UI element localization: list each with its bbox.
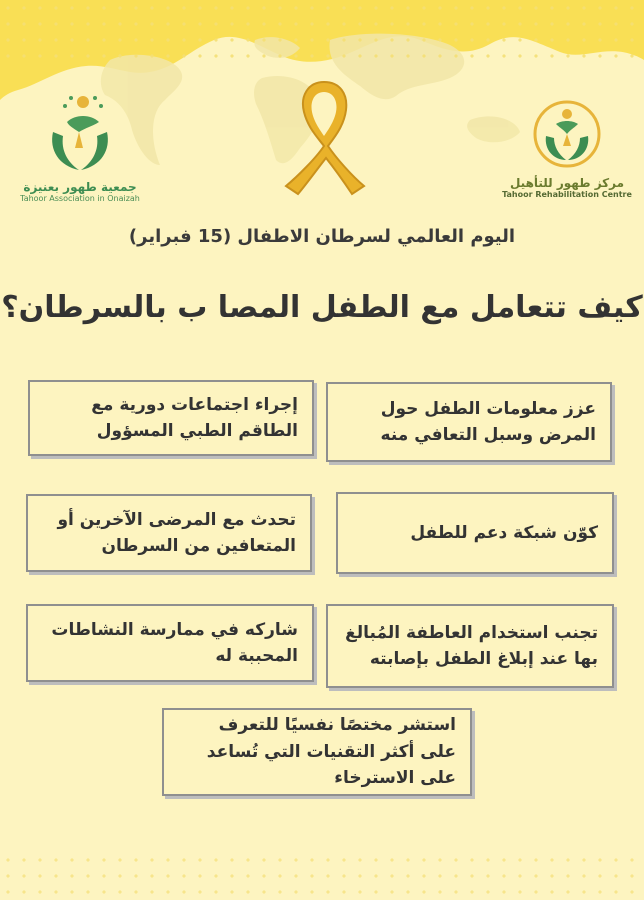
tip-text: استشر مختصًا نفسيًا للتعرف على أكثر التقنيات التي تُساعد على الاسترخاء [206,715,456,789]
tip-card [326,382,612,462]
tip-text: كوّن شبكة دعم للطفل [410,522,598,543]
dot-pattern-top [0,0,644,60]
right-logo-name-ar: مركز طهور للتأهيل [509,176,625,190]
tip-card [28,380,314,456]
tahoor-centre-logo-icon [532,98,602,170]
tip-text: تحدث مع المرضى الآخرين أو المتعافين من السرطان [57,509,296,556]
tip-text: شاركه في ممارسة النشاطات المحببة له [51,619,298,666]
gold-ribbon-icon [278,72,370,196]
tip-card [26,494,312,572]
page-title: كيف تتعامل مع الطفل المصا ب بالسرطان؟ [1,290,643,325]
tip-card [162,708,472,796]
tip-text: عزز معلومات الطفل حول المرض وسبل التعافي منه [380,398,596,445]
tip-card [326,604,614,688]
tahoor-association-logo [20,92,140,203]
tip-card [26,604,314,682]
tahoor-association-logo-icon [45,92,115,174]
left-logo-name-ar: جمعية طهور بعنيزة [23,180,137,194]
tip-text: إجراء اجتماعات دورية مع الطاقم الطبي المسؤول [91,394,298,441]
event-subtitle: اليوم العالمي لسرطان الاطفال (15 فبراير) [128,226,516,247]
tip-text: تجنب استخدام العاطفة المُبالغ بها عند إبلاغ الطفل بإصابته [345,622,598,669]
tip-card [336,492,614,574]
right-logo-name-en: Tahoor Rehabilitation Centre [502,190,632,199]
dot-pattern-bottom [0,852,644,900]
tahoor-centre-logo [502,98,632,199]
left-logo-name-en: Tahoor Association in Onaizah [20,194,140,203]
